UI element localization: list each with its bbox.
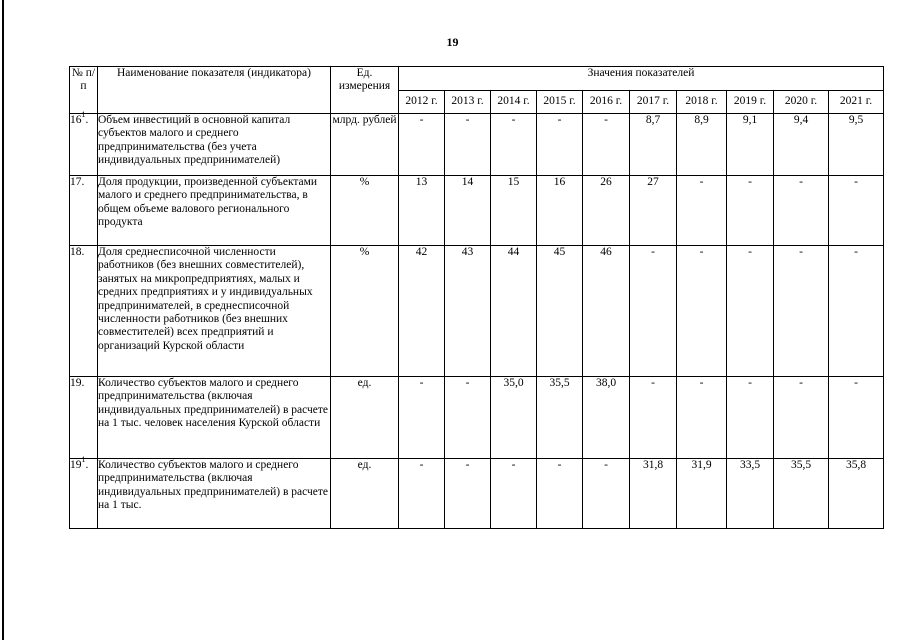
indicator-value: -: [774, 246, 829, 377]
table-row: [70, 246, 884, 377]
header-name: Наименование показателя (индикатора): [98, 67, 331, 114]
unit-of-measure: млрд. рублей: [331, 114, 399, 176]
indicator-value: 16: [537, 176, 583, 246]
page-number: 19: [446, 35, 459, 49]
indicator-name: Объем инвестиций в основной капитал субъектов малого и среднего предпринимательства (без учета индивидуальных предпринимателей): [98, 114, 331, 176]
indicator-value: -: [727, 246, 774, 377]
indicator-value: -: [829, 246, 884, 377]
indicator-value: 31,8: [630, 459, 677, 529]
indicator-value: 8,7: [630, 114, 677, 176]
indicator-value: -: [537, 114, 583, 176]
indicator-name: Доля продукции, произведенной субъектами малого и среднего предпринимательства, в общем объеме валового регионального продукта: [98, 176, 331, 246]
indicator-name: Доля среднесписочной численности работников (без внешних совместителей), занятых на микропредприятиях, малых и средних предприятиях и у индивидуальных предпринимателей, в среднесписочной численности работников (без внешних совместителей) всех предприятий и организаций Курской области: [98, 246, 331, 377]
indicator-value: 38,0: [583, 377, 630, 459]
indicator-value: 35,0: [491, 377, 537, 459]
indicator-value: -: [727, 377, 774, 459]
indicator-value: 45: [537, 246, 583, 377]
row-number: $19^1$.: [70, 459, 98, 529]
indicator-value: -: [399, 114, 445, 176]
indicator-value: -: [677, 246, 727, 377]
indicator-value: -: [677, 377, 727, 459]
row-number: 17.: [70, 176, 98, 246]
indicator-value: -: [445, 459, 491, 529]
header-year: 2018 г.: [677, 91, 727, 114]
page-edge-rule: [2, 0, 4, 640]
indicator-value: 35,5: [774, 459, 829, 529]
indicator-value: 35,8: [829, 459, 884, 529]
indicator-value: 33,5: [727, 459, 774, 529]
header-year: 2017 г.: [630, 91, 677, 114]
header-year: 2014 г.: [491, 91, 537, 114]
indicator-value: 27: [630, 176, 677, 246]
header-values: Значения показателей: [399, 67, 884, 91]
indicator-value: -: [583, 459, 630, 529]
indicator-value: -: [537, 459, 583, 529]
indicator-value: -: [727, 176, 774, 246]
header-num: № п/п: [70, 67, 98, 114]
header-year: 2013 г.: [445, 91, 491, 114]
indicator-value: -: [774, 377, 829, 459]
header-year: 2015 г.: [537, 91, 583, 114]
header-year: 2019 г.: [727, 91, 774, 114]
row-number: $16^1$.: [70, 114, 98, 176]
indicator-value: -: [829, 377, 884, 459]
indicator-value: -: [399, 377, 445, 459]
table-row: [70, 114, 884, 176]
indicator-value: 9,4: [774, 114, 829, 176]
table-row: [70, 459, 884, 529]
header-year: 2021 г.: [829, 91, 884, 114]
indicator-value: -: [399, 459, 445, 529]
indicator-value: 9,5: [829, 114, 884, 176]
row-number: 19.: [70, 377, 98, 459]
indicators-table: [69, 66, 884, 529]
unit-of-measure: ед.: [331, 377, 399, 459]
table-row: [70, 176, 884, 246]
indicator-value: 14: [445, 176, 491, 246]
indicator-value: 8,9: [677, 114, 727, 176]
header-year: 2012 г.: [399, 91, 445, 114]
indicator-value: -: [445, 114, 491, 176]
indicator-value: -: [829, 176, 884, 246]
indicator-value: 43: [445, 246, 491, 377]
indicator-value: -: [630, 377, 677, 459]
indicator-value: 44: [491, 246, 537, 377]
header-year: 2020 г.: [774, 91, 829, 114]
indicator-value: 15: [491, 176, 537, 246]
indicator-value: 13: [399, 176, 445, 246]
indicator-name: Количество субъектов малого и среднего предпринимательства (включая индивидуальных предпринимателей) в расчете на 1 тыс.: [98, 459, 331, 529]
header-year: 2016 г.: [583, 91, 630, 114]
indicator-value: -: [491, 114, 537, 176]
indicator-value: 46: [583, 246, 630, 377]
row-number: 18.: [70, 246, 98, 377]
indicator-value: 42: [399, 246, 445, 377]
indicator-value: -: [491, 459, 537, 529]
indicator-value: 31,9: [677, 459, 727, 529]
table-row: [70, 377, 884, 459]
indicator-value: -: [677, 176, 727, 246]
indicator-name: Количество субъектов малого и среднего предпринимательства (включая индивидуальных предпринимателей) в расчете на 1 тыс. человек населения Курской области: [98, 377, 331, 459]
header-unit: Ед. измерения: [331, 67, 399, 114]
indicator-value: -: [630, 246, 677, 377]
unit-of-measure: %: [331, 246, 399, 377]
indicator-value: 35,5: [537, 377, 583, 459]
indicator-value: 9,1: [727, 114, 774, 176]
unit-of-measure: ед.: [331, 459, 399, 529]
indicator-value: 26: [583, 176, 630, 246]
unit-of-measure: %: [331, 176, 399, 246]
indicator-value: -: [774, 176, 829, 246]
indicator-value: -: [583, 114, 630, 176]
indicator-value: -: [445, 377, 491, 459]
